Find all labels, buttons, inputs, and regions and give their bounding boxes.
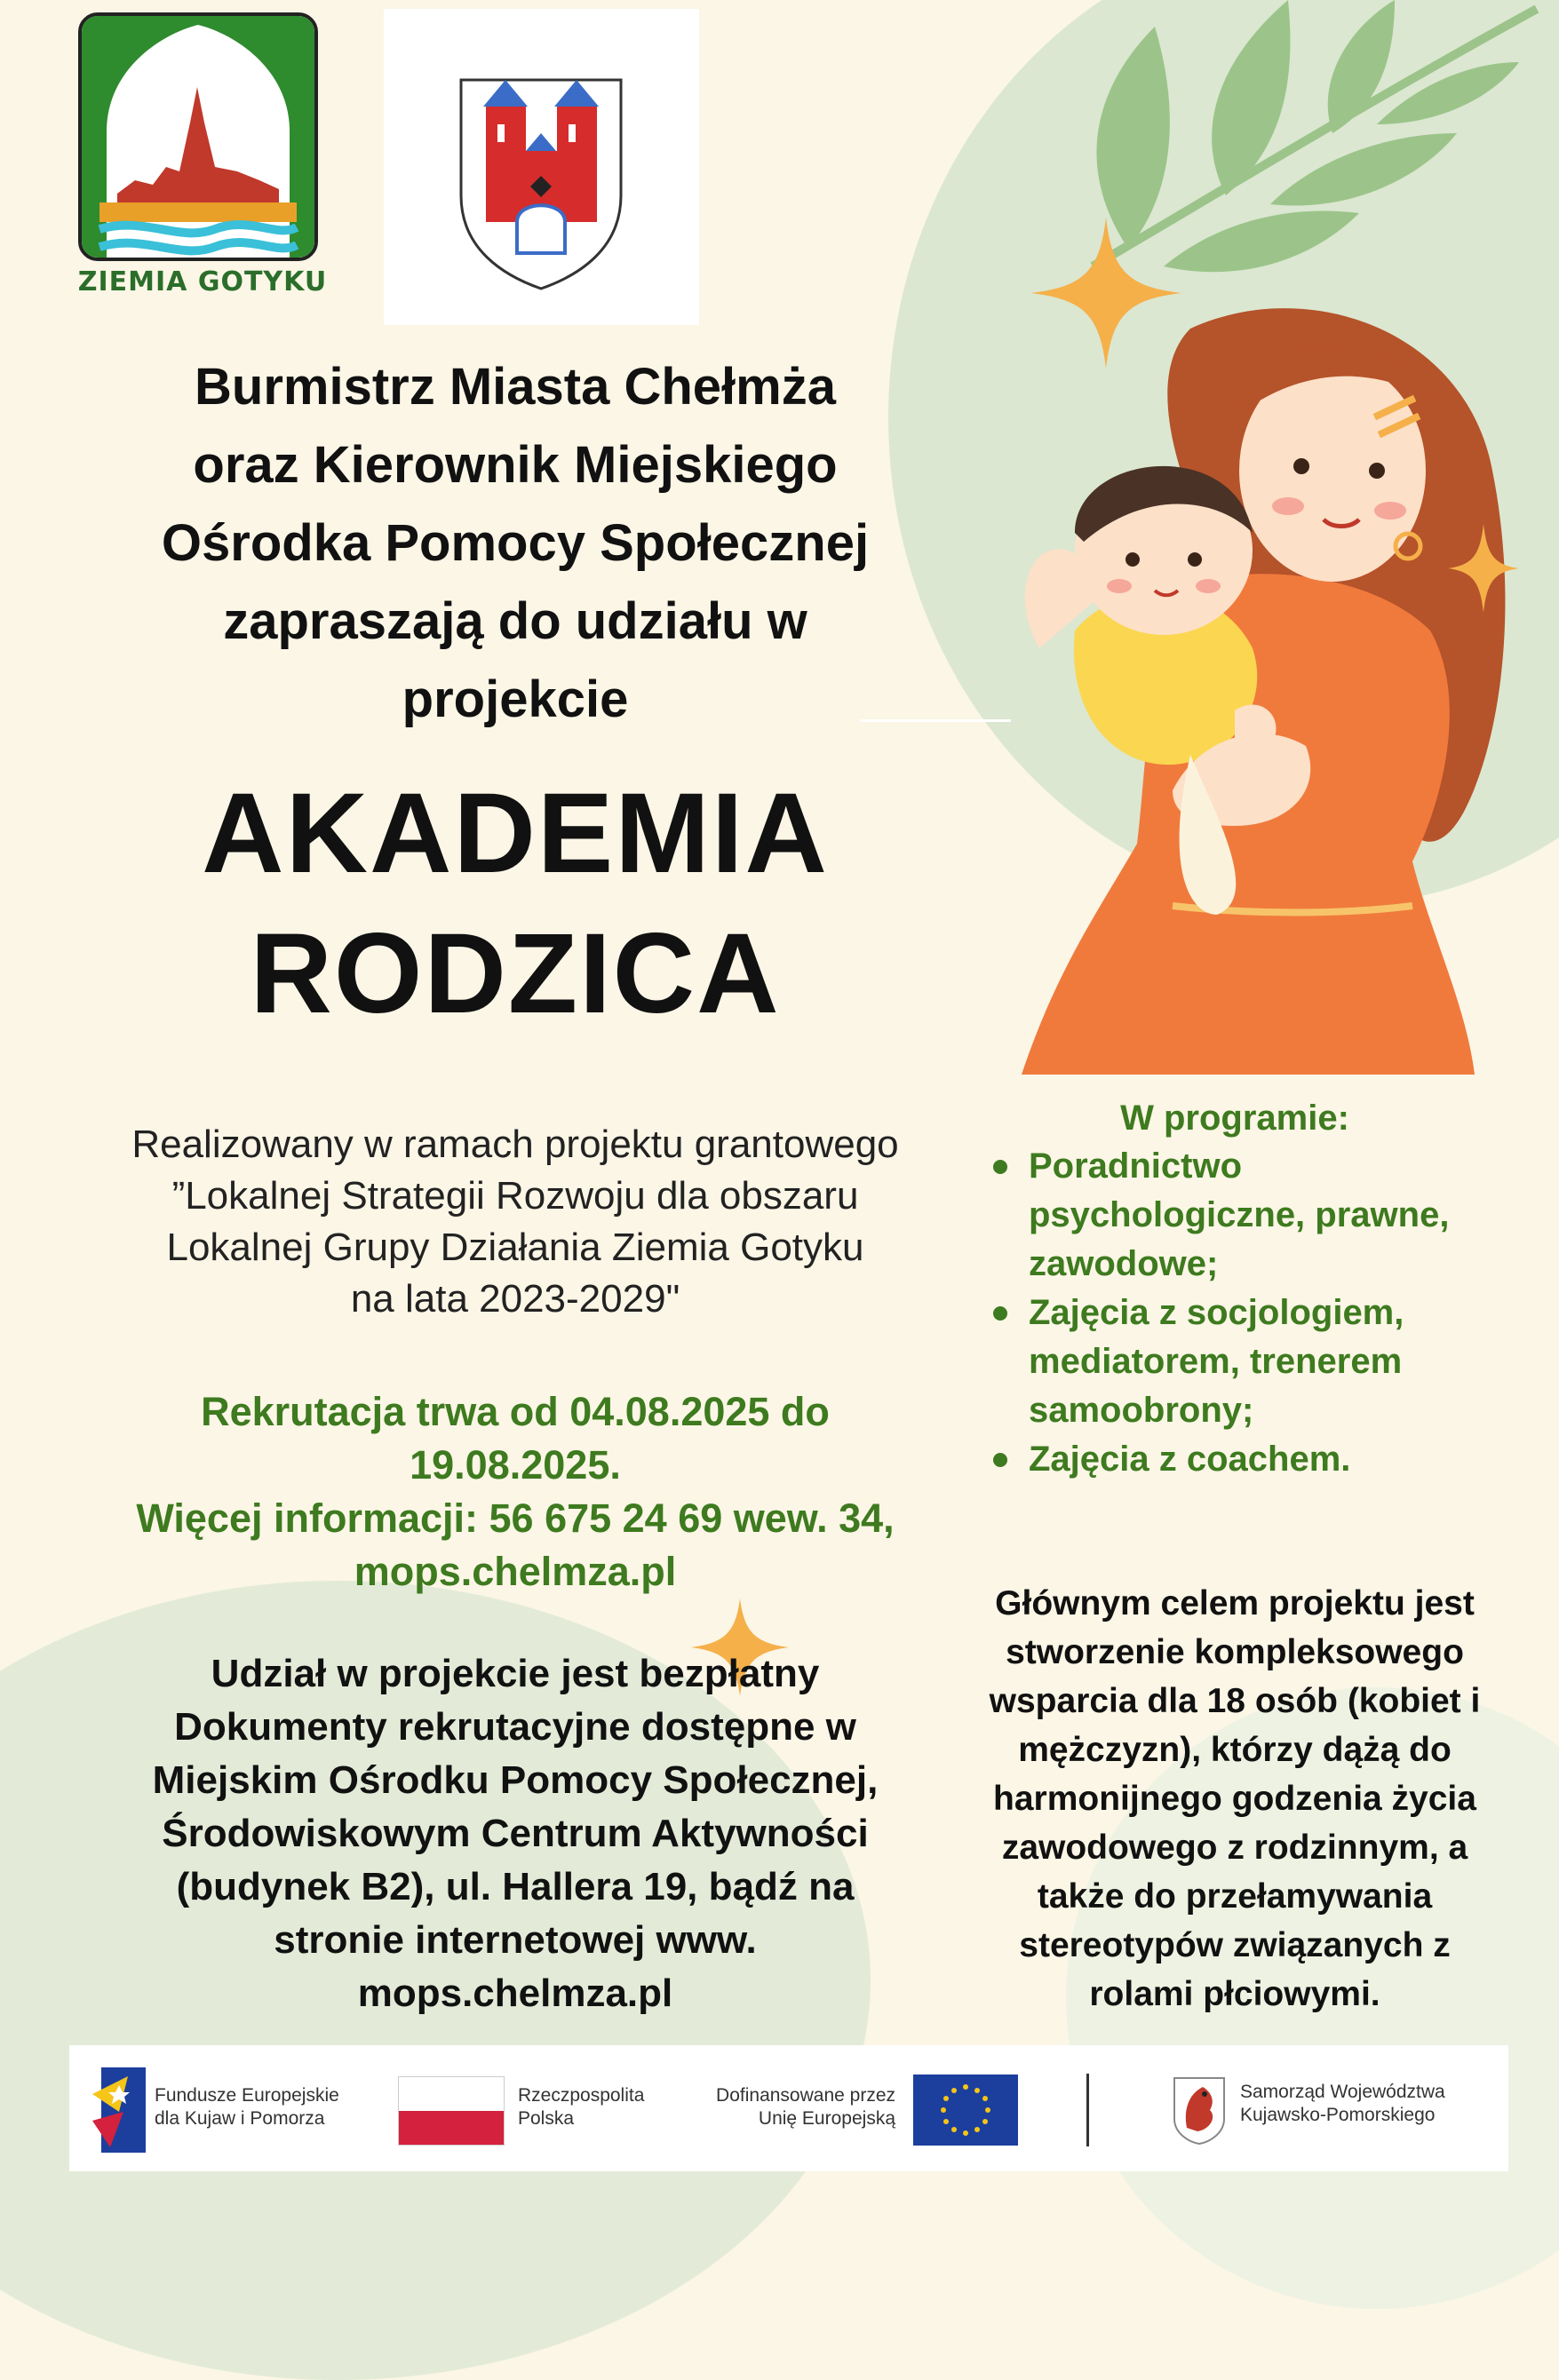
recruitment-line: Rekrutacja trwa od 04.08.2025 do (201, 1389, 830, 1434)
footer-divider (1086, 2074, 1089, 2146)
goal-line: harmonijnego godzenia życia (993, 1780, 1476, 1818)
coat-of-arms-icon (384, 9, 699, 325)
headline-line: RODZICA (250, 910, 781, 1037)
program-item-line: Zajęcia z coachem. (1029, 1440, 1351, 1479)
grant-line: Realizowany w ramach projektu grantowego (131, 1123, 899, 1166)
program-item-line: zawodowe; (1029, 1244, 1219, 1283)
grant-line: na lata 2023-2029" (350, 1277, 680, 1321)
footer-text: Fundusze Europejskie (155, 2085, 339, 2106)
website-link[interactable]: mops.chelmza.pl (354, 1549, 677, 1594)
goal-line: wsparcia dla 18 osób (kobiet i (989, 1682, 1481, 1720)
gothic-arch-icon (82, 16, 314, 258)
title-line: Burmistrz Miasta Chełmża (195, 358, 836, 416)
grant-line: ”Lokalnej Strategii Rozwoju dla obszaru (171, 1174, 859, 1218)
project-name-heading (89, 764, 942, 1044)
program-item-line: psychologiczne, prawne, (1029, 1195, 1450, 1234)
program-item (986, 1435, 1546, 1484)
eu-funds-label (155, 2084, 339, 2130)
goal-line: stereotypów związanych z (1019, 1926, 1451, 1964)
program-heading: W programie: (1120, 1099, 1349, 1138)
goal-line: rolami płciowymi. (1089, 1975, 1380, 2013)
decorative-line (860, 719, 1011, 722)
recruitment-line: 19.08.2025. (410, 1442, 621, 1488)
eu-flag-icon (913, 2075, 1018, 2146)
sparkle-icon (1030, 218, 1181, 369)
program-item-line: mediatorem, trenerem (1029, 1342, 1403, 1381)
goal-line: Głównym celem projektu jest (995, 1584, 1475, 1622)
title-line: Ośrodka Pomocy Społecznej (161, 514, 870, 572)
website-link[interactable]: mops.chelmza.pl (357, 1971, 673, 2015)
footer-text: Unię Europejską (758, 2108, 895, 2129)
program-list (986, 1142, 1546, 1484)
coat-of-arms-logo (384, 9, 699, 325)
grant-description (53, 1119, 977, 1325)
polish-flag-icon (398, 2076, 505, 2146)
participation-line: Udział w projekcie jest bezpłatny (211, 1652, 820, 1695)
voivodeship-label (1240, 2081, 1445, 2127)
program-item (986, 1289, 1546, 1435)
footer-text: Rzeczpospolita (518, 2085, 645, 2106)
funding-logos-bar (69, 2045, 1508, 2171)
participation-line: Dokumenty rekrutacyjne dostępne w (174, 1705, 856, 1749)
footer-text: Samorząd Województwa (1240, 2082, 1445, 2102)
goal-line: mężczyzn), którzy dążą do (1018, 1731, 1452, 1769)
footer-text: Kujawsko-Pomorskiego (1240, 2105, 1436, 2125)
title-line: oraz Kierownik Miejskiego (193, 436, 838, 494)
participation-info (53, 1647, 977, 2020)
griffin-crest-icon (1171, 2075, 1228, 2146)
participation-line: stronie internetowej www. (274, 1918, 757, 1962)
program-item (986, 1142, 1546, 1289)
footer-text: dla Kujaw i Pomorza (155, 2108, 325, 2129)
recruitment-info (53, 1385, 977, 1599)
ziemia-gotyku-caption: ZIEMIA GOTYKU (77, 266, 328, 298)
goal-line: zawodowego z rodzinnym, a (1001, 1829, 1468, 1867)
program-item-line: samoobrony; (1029, 1391, 1254, 1430)
eu-cofinanced-label (700, 2084, 895, 2130)
program-item-line: Zajęcia z socjologiem, (1029, 1293, 1404, 1332)
poland-label (518, 2084, 644, 2130)
program-section (986, 1094, 1546, 1484)
goal-line: także do przełamywania (1037, 1877, 1433, 1916)
title-line: zapraszają do udziału w (223, 592, 807, 650)
european-funds-icon (92, 2067, 146, 2153)
program-item-line: Poradnictwo (1029, 1146, 1243, 1186)
title-line: projekcie (402, 670, 629, 728)
eu-stars-icon (913, 2075, 1018, 2146)
participation-line: Miejskim Ośrodku Pomocy Społecznej, (152, 1758, 879, 1802)
footer-text: Dofinansowane przez (716, 2085, 895, 2106)
footer-text: Polska (518, 2108, 575, 2129)
grant-line: Lokalnej Grupy Działania Ziemia Gotyku (166, 1226, 864, 1269)
recruitment-line: Więcej informacji: 56 675 24 69 wew. 34, (136, 1495, 895, 1541)
project-goal (951, 1579, 1519, 2019)
participation-line: Środowiskowym Centrum Aktywności (162, 1812, 869, 1855)
sparkle-icon (1448, 524, 1519, 613)
invitation-title (89, 348, 942, 739)
headline-line: AKADEMIA (202, 770, 829, 897)
participation-line: (budynek B2), ul. Hallera 19, bądź na (176, 1865, 855, 1908)
ziemia-gotyku-logo (69, 9, 336, 302)
goal-line: stworzenie kompleksowego (1006, 1633, 1464, 1671)
mother-and-child-illustration (968, 293, 1537, 1075)
